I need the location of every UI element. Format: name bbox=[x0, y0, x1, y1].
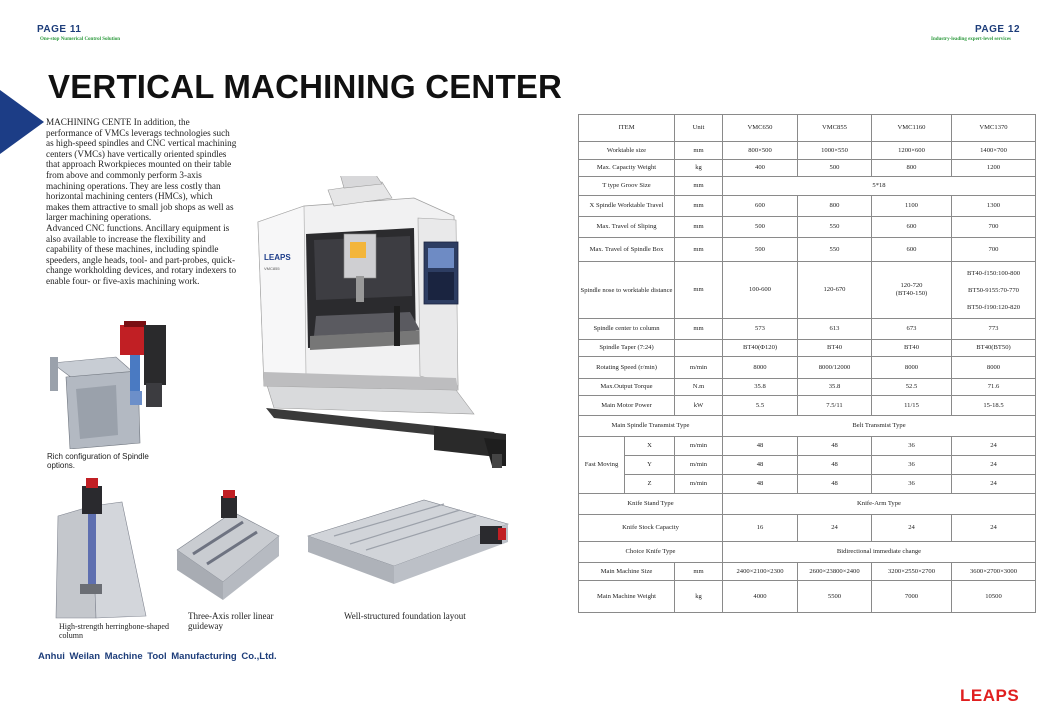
table-row bbox=[579, 217, 1036, 238]
row-unit bbox=[675, 340, 723, 357]
cell-value: 24 bbox=[952, 475, 1036, 494]
cell-value: 71.6 bbox=[952, 379, 1036, 396]
row-unit: mm bbox=[675, 563, 723, 581]
intro-text bbox=[46, 117, 238, 287]
cell-value: 800×500 bbox=[723, 142, 798, 160]
foundation-layout-image bbox=[304, 496, 510, 596]
cell-value: Knife-Arm Type bbox=[723, 494, 1036, 515]
row-label: T type Groov Size bbox=[579, 177, 675, 196]
table-row bbox=[579, 416, 1036, 437]
tagline-right: Industry-leading expert-level services bbox=[931, 37, 1011, 42]
cell-value: BT40 bbox=[798, 340, 872, 357]
axis-label: Z bbox=[625, 475, 675, 494]
spindle-caption: Rich configuration of Spindle options. bbox=[47, 452, 149, 470]
table-row bbox=[579, 262, 1036, 319]
cell-value: 573 bbox=[723, 319, 798, 340]
table-row bbox=[579, 494, 1036, 515]
page-number-left: PAGE 11 bbox=[37, 24, 82, 35]
table-row bbox=[579, 238, 1036, 262]
row-label: Max. Travel of Spindle Box bbox=[579, 238, 675, 262]
cell-value: BT40 bbox=[872, 340, 952, 357]
row-label: Spindle center to column bbox=[579, 319, 675, 340]
tagline-left: One-stop Numerical Control Solution bbox=[40, 37, 121, 42]
model-header: VMC1160 bbox=[872, 115, 952, 142]
cell-value: 36 bbox=[872, 456, 952, 475]
row-unit: kW bbox=[675, 396, 723, 416]
row-label: Main Machine Size bbox=[579, 563, 675, 581]
table-row bbox=[579, 196, 1036, 217]
cell-value: 700 bbox=[952, 238, 1036, 262]
table-row bbox=[579, 437, 1036, 456]
cell-value: 600 bbox=[872, 217, 952, 238]
cell-value: 1100 bbox=[872, 196, 952, 217]
cell-value: 35.8 bbox=[798, 379, 872, 396]
row-unit: mm bbox=[675, 196, 723, 217]
cell-value: 36 bbox=[872, 437, 952, 456]
model-header: VMC1370 bbox=[952, 115, 1036, 142]
cell-value: 773 bbox=[952, 319, 1036, 340]
row-label: Rotating Speed (r/min) bbox=[579, 357, 675, 379]
cell-value: BT40(BT50) bbox=[952, 340, 1036, 357]
row-unit: kg bbox=[675, 581, 723, 613]
spindle-configuration-image bbox=[46, 317, 172, 449]
cell-value bbox=[872, 262, 952, 319]
cell-value: 3600×2700×3000 bbox=[952, 563, 1036, 581]
cell-value-line: BT50-9155:70-770 bbox=[968, 286, 1019, 294]
row-unit: m/min bbox=[675, 475, 723, 494]
cell-value: BT40(Φ120) bbox=[723, 340, 798, 357]
cell-value: 24 bbox=[872, 515, 952, 542]
cell-value: 100-600 bbox=[723, 262, 798, 319]
row-label: Spindle Taper (7:24) bbox=[579, 340, 675, 357]
unit-header: Unit bbox=[675, 115, 723, 142]
vertical-machining-center-image bbox=[244, 176, 558, 476]
table-row bbox=[579, 142, 1036, 160]
cell-value: 1300 bbox=[952, 196, 1036, 217]
guideway-caption: Three-Axis roller linear guideway bbox=[188, 611, 274, 631]
cell-value: 5500 bbox=[798, 581, 872, 613]
cell-value: 8000 bbox=[872, 357, 952, 379]
cell-value: 35.8 bbox=[723, 379, 798, 396]
cell-value: 800 bbox=[872, 160, 952, 177]
row-label: Worktable size bbox=[579, 142, 675, 160]
cell-value: 2600×23800×2400 bbox=[798, 563, 872, 581]
cell-value: 7.5/11 bbox=[798, 396, 872, 416]
intro-paragraph-1: MACHINING CENTE In addition, the performance of VMCs leverags technologies such as high-speed spindles and CNC vertical machining centers (VMCs) have vertically oriented spindles that approach Rworkpieces mounted on their table from above and commonly perform 3-axis machining operations. They are less costly than horizontal machining centers (HMCs), which makes them attractive to small job shops as well as larger machining operations. bbox=[46, 117, 237, 223]
row-label: Max. Travel of Sliping bbox=[579, 217, 675, 238]
row-label: Main Machine Weight bbox=[579, 581, 675, 613]
blue-triangle-decoration bbox=[0, 90, 44, 154]
cell-value: 24 bbox=[798, 515, 872, 542]
row-unit: kg bbox=[675, 160, 723, 177]
herringbone-column-image bbox=[52, 476, 150, 620]
cell-value-line: (BT40-150) bbox=[895, 290, 928, 297]
cell-value: 48 bbox=[798, 456, 872, 475]
cell-value: 24 bbox=[952, 456, 1036, 475]
roller-guideway-image bbox=[173, 490, 281, 606]
cell-value: 673 bbox=[872, 319, 952, 340]
row-label: X Spindle Worktable Travel bbox=[579, 196, 675, 217]
cell-value: 5.5 bbox=[723, 396, 798, 416]
row-label: Max.Output Torque bbox=[579, 379, 675, 396]
cell-value: 4000 bbox=[723, 581, 798, 613]
cell-value: 550 bbox=[798, 238, 872, 262]
machine-brand-label: LEAPS bbox=[264, 253, 291, 262]
row-unit: mm bbox=[675, 142, 723, 160]
cell-value-line: BT50-f190:120-820 bbox=[966, 303, 1021, 311]
cell-value: 3200×2550×2700 bbox=[872, 563, 952, 581]
cell-value: Bidirectional immediate change bbox=[723, 542, 1036, 563]
specification-table bbox=[578, 114, 1036, 613]
cell-value: 800 bbox=[798, 196, 872, 217]
cell-value: 48 bbox=[723, 437, 798, 456]
row-unit: mm bbox=[675, 177, 723, 196]
table-row bbox=[579, 456, 1036, 475]
model-header: VMC855 bbox=[798, 115, 872, 142]
table-row bbox=[579, 542, 1036, 563]
cell-value: 24 bbox=[952, 437, 1036, 456]
table-row bbox=[579, 396, 1036, 416]
table-row bbox=[579, 475, 1036, 494]
cell-value: 600 bbox=[872, 238, 952, 262]
row-label: Choice Knife Type bbox=[579, 542, 723, 563]
cell-value: 16 bbox=[723, 515, 798, 542]
cell-value: 11/15 bbox=[872, 396, 952, 416]
cell-value: 1000×550 bbox=[798, 142, 872, 160]
row-unit: mm bbox=[675, 262, 723, 319]
cell-value: 48 bbox=[723, 456, 798, 475]
cell-value: 550 bbox=[798, 217, 872, 238]
cell-value: 400 bbox=[723, 160, 798, 177]
cell-value: 7000 bbox=[872, 581, 952, 613]
cell-value bbox=[952, 262, 1036, 319]
row-unit: mm bbox=[675, 238, 723, 262]
column-caption: High-strength herringbone-shaped column bbox=[59, 622, 169, 640]
cell-value: 500 bbox=[723, 238, 798, 262]
cell-value: 613 bbox=[798, 319, 872, 340]
row-label: Fast Moving bbox=[579, 437, 625, 494]
row-unit: N.m bbox=[675, 379, 723, 396]
cell-value: 52.5 bbox=[872, 379, 952, 396]
table-row bbox=[579, 340, 1036, 357]
row-label: Main Spindle Transmist Type bbox=[579, 416, 723, 437]
page-number-right: PAGE 12 bbox=[975, 24, 1020, 35]
axis-label: Y bbox=[625, 456, 675, 475]
cell-value: 500 bbox=[723, 217, 798, 238]
row-label: Max. Capacity Weight bbox=[579, 160, 675, 177]
cell-value: 48 bbox=[723, 475, 798, 494]
cell-value: 24 bbox=[952, 515, 1036, 542]
row-unit: m/min bbox=[675, 357, 723, 379]
item-header: ITEM bbox=[579, 115, 675, 142]
row-unit: mm bbox=[675, 217, 723, 238]
cell-value: 15-18.5 bbox=[952, 396, 1036, 416]
cell-value: 1200 bbox=[952, 160, 1036, 177]
cell-value: 36 bbox=[872, 475, 952, 494]
cell-value: 1200×600 bbox=[872, 142, 952, 160]
foundation-caption: Well-structured foundation layout bbox=[344, 611, 466, 621]
cell-value: 8000 bbox=[952, 357, 1036, 379]
cell-value: 700 bbox=[952, 217, 1036, 238]
cell-value: 5*18 bbox=[723, 177, 1036, 196]
table-row bbox=[579, 581, 1036, 613]
table-row bbox=[579, 379, 1036, 396]
company-name: Anhui Weilan Machine Tool Manufacturing Co.,Ltd. bbox=[38, 651, 277, 662]
row-unit: m/min bbox=[675, 456, 723, 475]
machine-model-label: VMC855 bbox=[264, 266, 280, 271]
table-row bbox=[579, 515, 1036, 542]
table-row bbox=[579, 177, 1036, 196]
table-row bbox=[579, 357, 1036, 379]
row-label: Main Motor Power bbox=[579, 396, 675, 416]
cell-value: 10500 bbox=[952, 581, 1036, 613]
row-label: Spindle nose to worktable distance bbox=[579, 262, 675, 319]
cell-value: 500 bbox=[798, 160, 872, 177]
cell-value: 2400×2100×2300 bbox=[723, 563, 798, 581]
cell-value: 1400×700 bbox=[952, 142, 1036, 160]
table-row bbox=[579, 563, 1036, 581]
cell-value: 600 bbox=[723, 196, 798, 217]
table-header-row bbox=[579, 115, 1036, 142]
intro-paragraph-2: Advanced CNC functions. Ancillary equipment is also available to increase the flexibility and capability of these machines, including spindle speeders, angle heads, tool- and part-probes, quick-change workholding devices, and rotary indexers to enable four- or five-axis machining work. bbox=[46, 222, 237, 286]
cell-value: 48 bbox=[798, 437, 872, 456]
row-unit: m/min bbox=[675, 437, 723, 456]
cell-value-line: 120-720 bbox=[900, 282, 923, 289]
cell-value: Belt Transmist Type bbox=[723, 416, 1036, 437]
axis-label: X bbox=[625, 437, 675, 456]
cell-value: 8000/12000 bbox=[798, 357, 872, 379]
cell-value: 120-670 bbox=[798, 262, 872, 319]
cell-value-line: BT40-f150:100-800 bbox=[966, 269, 1021, 277]
row-unit: mm bbox=[675, 319, 723, 340]
table-row bbox=[579, 160, 1036, 177]
row-label: Knife Stock Capacity bbox=[579, 515, 723, 542]
cell-value: 8000 bbox=[723, 357, 798, 379]
model-header: VMC650 bbox=[723, 115, 798, 142]
table-row bbox=[579, 319, 1036, 340]
brand-logo-text: LEAPS bbox=[960, 686, 1020, 705]
cell-value: 48 bbox=[798, 475, 872, 494]
page-title: VERTICAL MACHINING CENTER bbox=[48, 68, 563, 105]
row-label: Knife Stand Type bbox=[579, 494, 723, 515]
